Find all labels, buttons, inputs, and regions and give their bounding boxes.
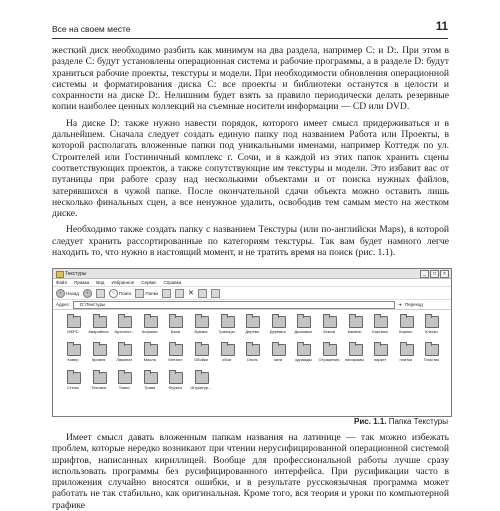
folder-item[interactable] xyxy=(315,316,343,340)
maximize-icon[interactable]: □ xyxy=(430,270,439,278)
folder-icon xyxy=(297,316,311,328)
folder-item[interactable] xyxy=(392,344,420,368)
folder-icon xyxy=(93,344,107,356)
folder-label: Деревья xyxy=(269,329,286,334)
menu-help[interactable]: Справка xyxy=(163,280,182,285)
body-text-top xyxy=(52,45,449,263)
folder-label: Металл xyxy=(168,357,183,362)
folder-label: Архитект... xyxy=(114,329,134,334)
paragraph-3: Необходимо также создать папку с названием Текстуры (или по-английски Maps), в которой следует хранить рассортированные по категориям текстуры. Так вам будет намного легче находить то, что нужно в настоящий момент, и не тратить время на поиск (рис. 1.1). xyxy=(52,224,449,259)
running-header xyxy=(52,21,448,39)
search-button[interactable] xyxy=(109,289,131,298)
folder-label: Границы xyxy=(218,329,235,334)
views-icon[interactable] xyxy=(211,289,220,298)
back-arrow-icon: ‹ xyxy=(56,289,65,298)
folder-item[interactable] xyxy=(315,344,343,368)
paragraph-4: Имеет смысл давать вложенным папкам названия на латинице — так можно избежать проблем, которые нередко возникают при чтении нерусифицированной операционной системой шрифтов, написанных кириллицей. Вообще для профессиональной работы лучше сразу использовать программы без русифицированного интерфейса. При русификации часто в приложения случайно вносятся ошибки, и в результате русскоязычная программа может работать не так стабильно, как оригинальная. Кроме того, вся теория и уроки по компьютерной графике xyxy=(52,432,449,511)
folder-icon xyxy=(323,344,337,356)
folder-item[interactable] xyxy=(264,316,292,340)
folder-label: Земля xyxy=(323,329,335,334)
folder-label: Ковер xyxy=(67,357,79,362)
menu-edit[interactable]: Правка xyxy=(74,280,90,285)
delete-icon[interactable]: ✕ xyxy=(188,290,194,297)
folder-label: Обойки xyxy=(194,357,208,362)
folder-label: Клетки xyxy=(425,329,438,334)
folder-icon xyxy=(374,344,388,356)
window-titlebar xyxy=(53,269,451,279)
folder-icon xyxy=(144,344,158,356)
folder-item[interactable] xyxy=(110,372,138,396)
folder-icon xyxy=(169,372,183,384)
folder-item[interactable] xyxy=(110,344,138,368)
folder-label: панорамы xyxy=(345,357,365,362)
folders-icon xyxy=(135,289,144,298)
folder-item[interactable] xyxy=(264,344,292,368)
folder-icon xyxy=(118,344,132,356)
folders-label: Папки xyxy=(145,290,159,296)
folder-item[interactable] xyxy=(187,316,215,340)
folder-icon xyxy=(144,372,158,384)
paragraph-1: жесткий диск необходимо разбить как минимум на два раздела, например C: и D:. При этом в разделе C: будут установлены операционная система и рабочие программы, а в разделе D: будут храниться рабочие проекты, текстуры и модели. При необходимости обновления операционной системы и форматирования диска C: все проекты и библиотеки останутся в целости и сохранности на диске D:. Нелишним будет взять за правило периодически делать резервные копии наиболее ценных коллекций на съемные носители информации — CD или DVD. xyxy=(52,45,449,113)
address-label: Адрес: xyxy=(56,302,71,307)
folder-label: Дерево xyxy=(245,329,260,334)
undo-icon[interactable] xyxy=(198,289,207,298)
folder-item[interactable] xyxy=(136,344,164,368)
folders-button[interactable] xyxy=(135,289,158,298)
address-value: D:\Текстуры xyxy=(80,301,106,307)
folder-item[interactable] xyxy=(238,316,266,340)
go-arrow-icon[interactable]: ➔ xyxy=(398,301,402,307)
folder-label: Стены xyxy=(67,385,79,390)
folder-item[interactable] xyxy=(110,316,138,340)
folder-label: Дымовые xyxy=(294,329,313,334)
up-folder-icon xyxy=(96,289,105,298)
caption-label: Рис. 1.1. xyxy=(354,417,387,426)
menu-view[interactable]: Вид xyxy=(96,280,105,285)
folder-item[interactable] xyxy=(136,316,164,340)
folder-icon xyxy=(425,344,439,356)
folder-label: обои xyxy=(222,357,232,362)
folder-icon xyxy=(169,344,183,356)
folder-icon xyxy=(195,316,209,328)
folder-icon xyxy=(400,344,414,356)
folder-icon xyxy=(56,271,64,278)
folder-label: Ткани xyxy=(118,385,130,390)
folder-item[interactable] xyxy=(161,344,189,368)
folder-label: Камень xyxy=(347,329,362,334)
folder-label: Аварийное xyxy=(88,329,109,334)
toolbar xyxy=(53,287,451,300)
section-title: Все на своем месте xyxy=(52,24,131,34)
folder-item[interactable] xyxy=(289,344,317,368)
folder-item[interactable] xyxy=(392,316,420,340)
forward-button[interactable] xyxy=(83,289,92,298)
folder-icon xyxy=(67,316,81,328)
folder-item[interactable] xyxy=(213,316,241,340)
folder-item[interactable] xyxy=(161,372,189,396)
back-label: Назад xyxy=(66,290,79,296)
folder-item[interactable] xyxy=(59,372,87,396)
folder-label: окна xyxy=(273,357,282,362)
folder-label: Трава xyxy=(144,385,156,390)
menu-tools[interactable]: Сервис xyxy=(141,280,157,285)
folder-label: Техника xyxy=(91,385,107,390)
folder-icon xyxy=(323,316,337,328)
caption-text: Папка Текстуры xyxy=(388,417,448,426)
menu-file[interactable]: Файл xyxy=(56,280,68,285)
go-label[interactable]: Переход xyxy=(404,302,423,307)
folder-item[interactable] xyxy=(85,344,113,368)
folder-item[interactable] xyxy=(341,344,369,368)
folder-icon xyxy=(93,372,107,384)
folder-icon xyxy=(67,372,81,384)
folder-icon xyxy=(349,316,363,328)
folder-item[interactable] xyxy=(341,316,369,340)
folder-icon xyxy=(93,316,107,328)
folder-item[interactable] xyxy=(417,316,445,340)
copy-to-icon[interactable] xyxy=(175,289,184,298)
folder-label: Масла xyxy=(143,357,156,362)
folder-icon xyxy=(195,344,209,356)
folder-icon xyxy=(118,316,132,328)
window-title: Текстуры xyxy=(65,271,87,277)
folder-item[interactable] xyxy=(366,316,394,340)
folder-item[interactable] xyxy=(238,344,266,368)
folder-icon xyxy=(246,344,260,356)
folder-item[interactable] xyxy=(85,372,113,396)
folder-label: паркет xyxy=(374,357,387,362)
folder-item[interactable] xyxy=(59,316,87,340)
folder-icon xyxy=(221,344,235,356)
menu-bar xyxy=(53,279,451,287)
address-input[interactable] xyxy=(73,301,395,309)
page-number: 11 xyxy=(435,21,448,33)
address-bar xyxy=(53,300,451,310)
folder-icon xyxy=(246,316,260,328)
folder-icon xyxy=(221,316,235,328)
folder-icon xyxy=(374,316,388,328)
folder-icon xyxy=(118,372,132,384)
folder-item[interactable] xyxy=(213,344,241,368)
folder-label: Картины xyxy=(372,329,389,334)
folder-label: однажды xyxy=(294,357,312,362)
folder-label: Асфальт xyxy=(141,329,158,334)
folder-label: Фрукты xyxy=(168,385,183,390)
folder-label: Огонь xyxy=(246,357,258,362)
body-text-bottom xyxy=(52,432,449,511)
back-button[interactable] xyxy=(56,289,79,298)
folder-item[interactable] xyxy=(187,344,215,368)
folder-icon xyxy=(400,316,414,328)
search-icon: ○ xyxy=(109,289,118,298)
folder-label: МЕРС xyxy=(67,329,79,334)
folder-label: Бани xyxy=(170,329,181,334)
folder-label: Ламинат xyxy=(116,357,133,362)
forward-arrow-icon: › xyxy=(83,289,92,298)
folder-icon xyxy=(67,344,81,356)
folder-item[interactable] xyxy=(136,372,164,396)
close-icon[interactable]: × xyxy=(440,270,449,278)
folder-icon xyxy=(195,372,209,384)
move-to-icon[interactable] xyxy=(162,289,171,298)
folder-icon xyxy=(425,316,439,328)
paragraph-2: На диске D: также нужно навести порядок, которого имеет смысл придерживаться и в дальнейшем. Сначала следует создать единую папку под названием Работа или Проекты, в которой располагать вложенные папки под уникальными именами, например Коттедж по ул. Строителей или Гостиничный комплекс г. Сочи, и в каждой из этих папок хранить сцены соответствующих проектов, а также сопутствующие им текстуры и модели. Это избавит вас от путаницы при работе сразу над несколькими объектами и от поиска нужных файлов, затерявшихся в чужой папке. После окончательной сдачи объекта можно оставить лишь несколько финальных сцен, а все ненужное удалить, освободив тем самым место на жестком диске. xyxy=(52,117,449,220)
folder-item[interactable] xyxy=(187,372,215,396)
folder-item[interactable] xyxy=(161,316,189,340)
folder-label: плитка xyxy=(399,357,413,362)
folder-icon xyxy=(272,316,286,328)
folder-item[interactable] xyxy=(366,344,394,368)
figure-caption xyxy=(0,417,448,426)
folder-item[interactable] xyxy=(85,316,113,340)
folder-grid xyxy=(53,310,451,410)
menu-favorites[interactable]: Избранное xyxy=(111,280,135,285)
folder-item[interactable] xyxy=(59,344,87,368)
folder-item[interactable] xyxy=(289,316,317,340)
folder-label: Отражения xyxy=(318,357,340,362)
folder-icon xyxy=(272,344,286,356)
window-controls xyxy=(420,270,449,278)
folder-icon xyxy=(169,316,183,328)
folder-label: Кровля xyxy=(91,357,106,362)
minimize-icon[interactable]: _ xyxy=(420,270,429,278)
folder-icon xyxy=(349,344,363,356)
up-button[interactable] xyxy=(96,289,105,298)
folder-item[interactable] xyxy=(417,344,445,368)
folder-icon xyxy=(297,344,311,356)
folder-label: Бумага xyxy=(194,329,208,334)
folder-label: Штукатур... xyxy=(190,385,212,390)
folder-label: Кирпич xyxy=(399,329,413,334)
search-label: Поиск xyxy=(118,290,132,296)
explorer-window-screenshot xyxy=(52,268,452,417)
folder-icon xyxy=(144,316,158,328)
folder-label: Пластик xyxy=(423,357,440,362)
